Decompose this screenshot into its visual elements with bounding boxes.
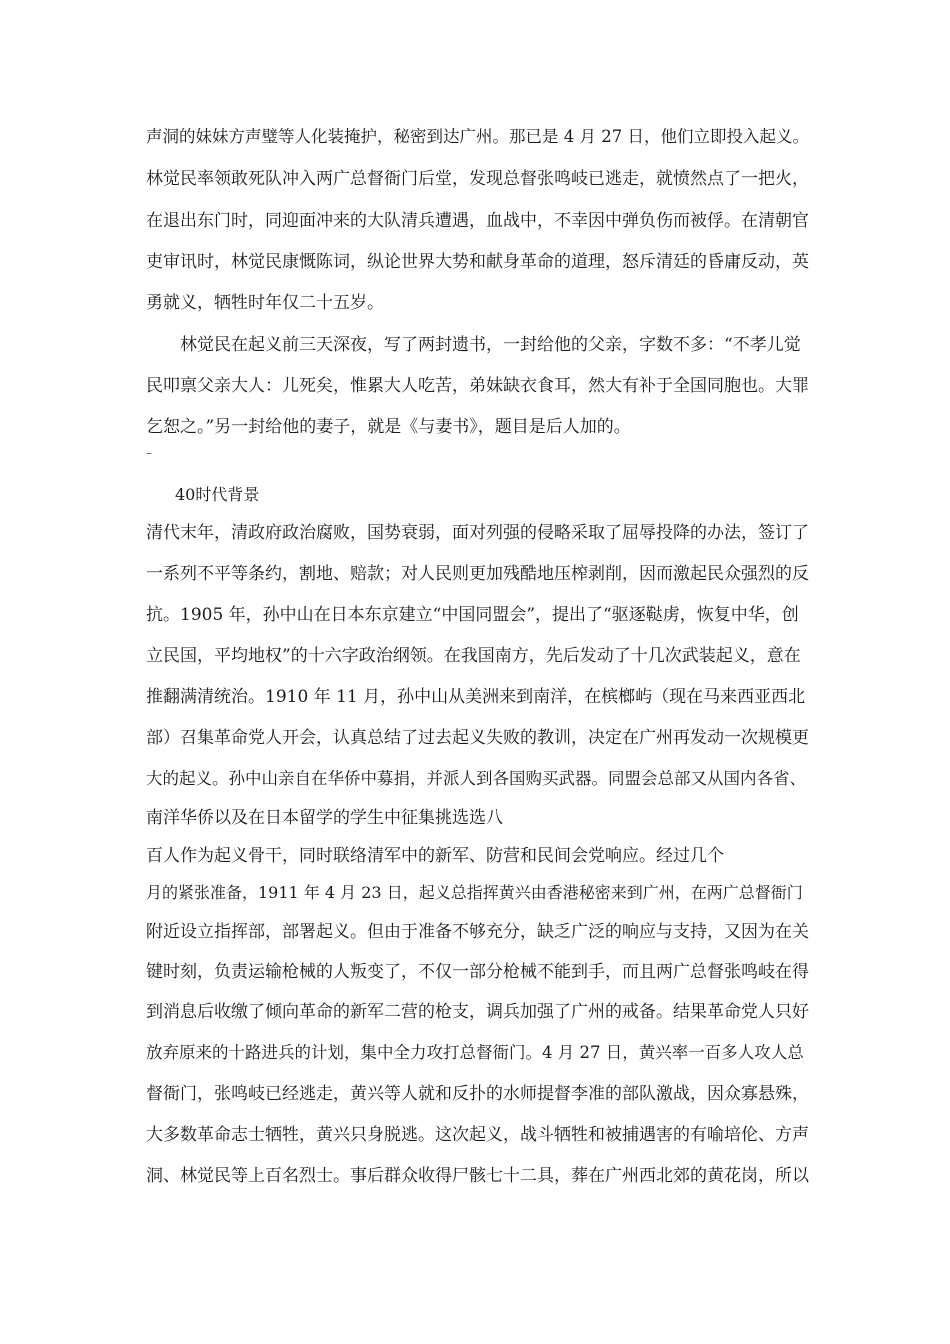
section-heading: 40时代背景 xyxy=(175,485,260,504)
paragraph-line: 吏审讯时，林觉民康慨陈词，纵论世界大势和献身革命的道理，怒斥清廷的昏庸反动，英 xyxy=(146,252,809,272)
paragraph-line: 键时刻，负责运输枪械的人叛变了，不仅一部分枪械不能到手，而且两广总督张鸣岐在得 xyxy=(146,962,809,982)
paragraph-line: 声洞的妹妹方声璧等人化装掩护，秘密到达广州。那已是 4 月 27 日，他们立即投入起义。 xyxy=(146,127,809,146)
paragraph-line: 一系列不平等条约，割地、赔款；对人民则更加残酷地压榨剥削，因而激起民众强烈的反 xyxy=(146,564,809,584)
paragraph-line: 在退出东门时，同迎面冲来的大队清兵遭遇，血战中，不幸因中弹负伤而被俘。在清朝官 xyxy=(146,211,809,231)
paragraph-line: 推翻满清统治。1910 年 11 月，孙中山从美洲来到南洋，在槟榔屿（现在马来西亚西北 xyxy=(146,687,806,707)
paragraph-line: 林觉民在起义前三天深夜，写了两封遗书，一封给他的父亲，字数不多：“不孝儿觉 xyxy=(180,335,801,355)
paragraph-line: 部）召集革命党人开会，认真总结了过去起义失败的教训，决定在广州再发动一次规模更 xyxy=(146,728,809,748)
paragraph-line: 附近设立指挥部，部署起义。但由于准备不够充分，缺乏广泛的响应与支持，又因为在关 xyxy=(146,922,809,942)
paragraph-line: 立民国，平均地权”的十六字政治纲领。在我国南方，先后发动了十几次武装起义，意在 xyxy=(146,646,801,666)
paragraph-line: 南洋华侨以及在日本留学的学生中征集挑选选八 xyxy=(146,808,503,828)
paragraph-line: 放弃原来的十路进兵的计划，集中全力攻打总督衙门。4 月 27 日，黄兴率一百多人攻人总 xyxy=(146,1043,804,1062)
paragraph-line: 大的起义。孙中山亲自在华侨中募捐，并派人到各国购买武器。同盟会总部又从国内各省、 xyxy=(146,769,806,788)
paragraph-line: 勇就义，牺牲时年仅二十五岁。 xyxy=(146,293,384,313)
paragraph-line: 百人作为起义骨干，同时联络清军中的新军、防营和民间会党响应。经过几个 xyxy=(146,846,724,866)
paragraph-line: 林觉民率领敢死队冲入两广总督衙门后堂，发现总督张鸣岐已逃走，就愤然点了一把火， xyxy=(146,169,809,189)
paragraph-line: 月的紧张准备，1911 年 4 月 23 日，起义总指挥黄兴由香港秘密来到广州，在两广总督衙门 xyxy=(146,883,803,902)
paragraph-line: 大多数革命志士牺牲，黄兴只身脱逃。这次起义，战斗牺牲和被捕遇害的有喻培伦、方声 xyxy=(146,1125,809,1145)
paragraph-line: 民叩禀父亲大人：儿死矣，惟累大人吃苦，弟妹缺衣食耳，然大有补于全国同胞也。大罪 xyxy=(146,376,809,396)
paragraph-line: 乞恕之。”另一封给他的妻子，就是《与妻书》，题目是后人加的。 xyxy=(146,417,631,437)
paragraph-line: 抗。1905 年，孙中山在日本东京建立“中国同盟会”，提出了“驱逐鞑虏，恢复中华，创 xyxy=(146,605,799,625)
paragraph-line: 督衙门，张鸣岐已经逃走，黄兴等人就和反扑的水师提督李准的部队激战，因众寡悬殊， xyxy=(146,1084,809,1104)
list-marker: – xyxy=(146,446,152,460)
paragraph-line: 清代末年，清政府政治腐败，国势衰弱，面对列强的侵略采取了屈辱投降的办法，签订了 xyxy=(146,523,809,543)
paragraph-line: 洞、林觉民等上百名烈士。事后群众收得尸骸七十二具，葬在广州西北郊的黄花岗，所以 xyxy=(146,1166,809,1186)
paragraph-line: 到消息后收缴了倾向革命的新军二营的枪支，调兵加强了广州的戒备。结果革命党人只好 xyxy=(146,1002,809,1022)
